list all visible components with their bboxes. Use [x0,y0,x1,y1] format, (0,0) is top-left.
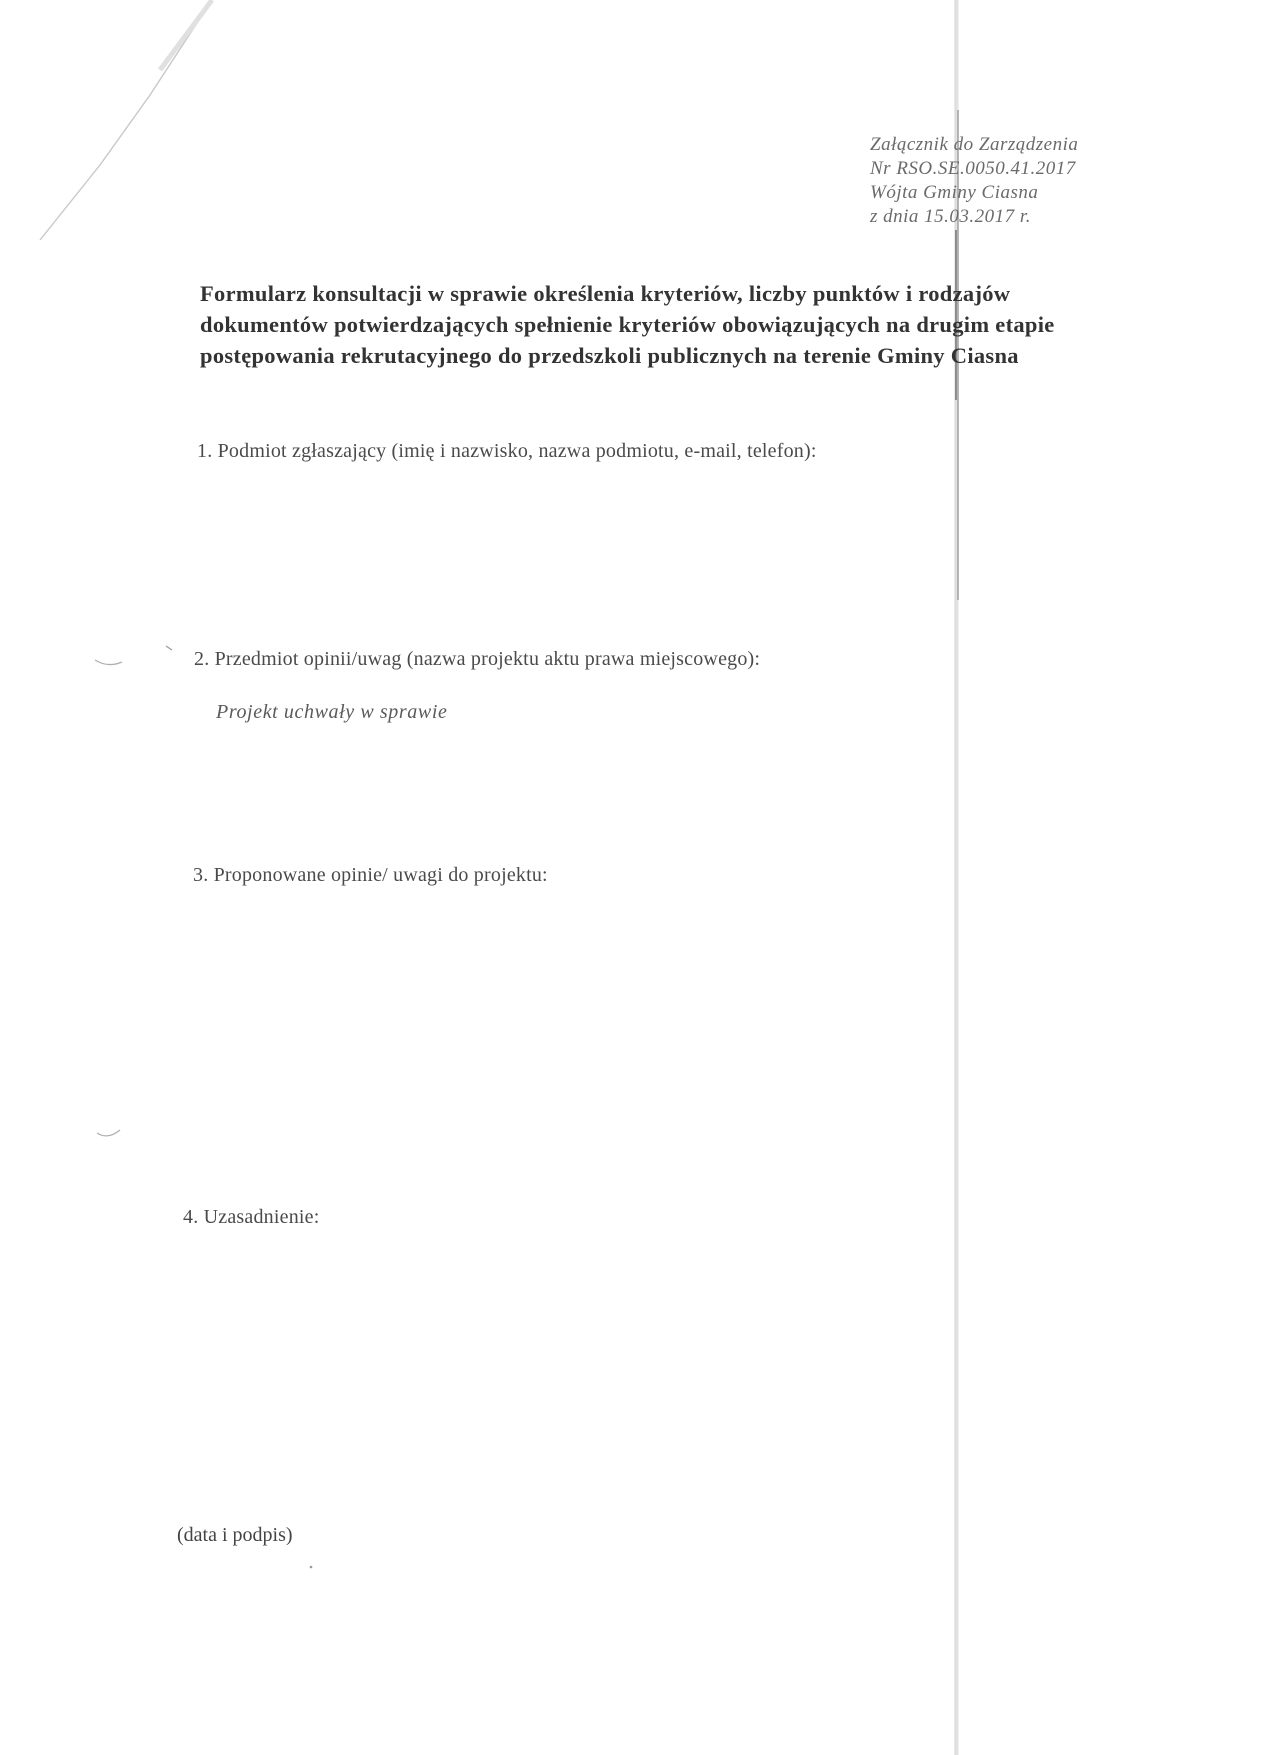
title-line: postępowania rekrutacyjnego do przedszkoli publicznych na terenie Gminy Ciasna [200,343,1019,368]
annex-line: z dnia 15.03.2017 r. [870,206,1031,227]
date-signature-label: (data i podpis) [177,1524,293,1546]
annex-note [870,133,1078,229]
fold-line [40,0,212,240]
section-submitter: 1. Podmiot zgłaszający (imię i nazwisko, nazwa podmiotu, e-mail, telefon): [197,440,817,462]
subject-handwritten-value: Projekt uchwały w sprawie [216,701,448,723]
punch-hole-mark [97,1130,120,1136]
form-title [200,278,1150,371]
section-justification: 4. Uzasadnienie: [183,1206,320,1228]
title-line: Formularz konsultacji w sprawie określenia kryteriów, liczby punktów i rodzajów [200,281,1011,306]
title-line: dokumentów potwierdzających spełnienie kryteriów obowiązujących na drugim etapie [200,312,1055,337]
section-subject: 2. Przedmiot opinii/uwag (nazwa projektu aktu prawa miejscowego): [194,648,761,670]
annex-line: Wójta Gminy Ciasna [870,182,1039,203]
annex-line: Załącznik do Zarządzenia [870,134,1079,155]
annex-line: Nr RSO.SE.0050.41.2017 [870,158,1076,179]
punch-hole-mark [95,660,122,665]
section-opinions: 3. Proponowane opinie/ uwagi do projektu: [193,864,548,886]
